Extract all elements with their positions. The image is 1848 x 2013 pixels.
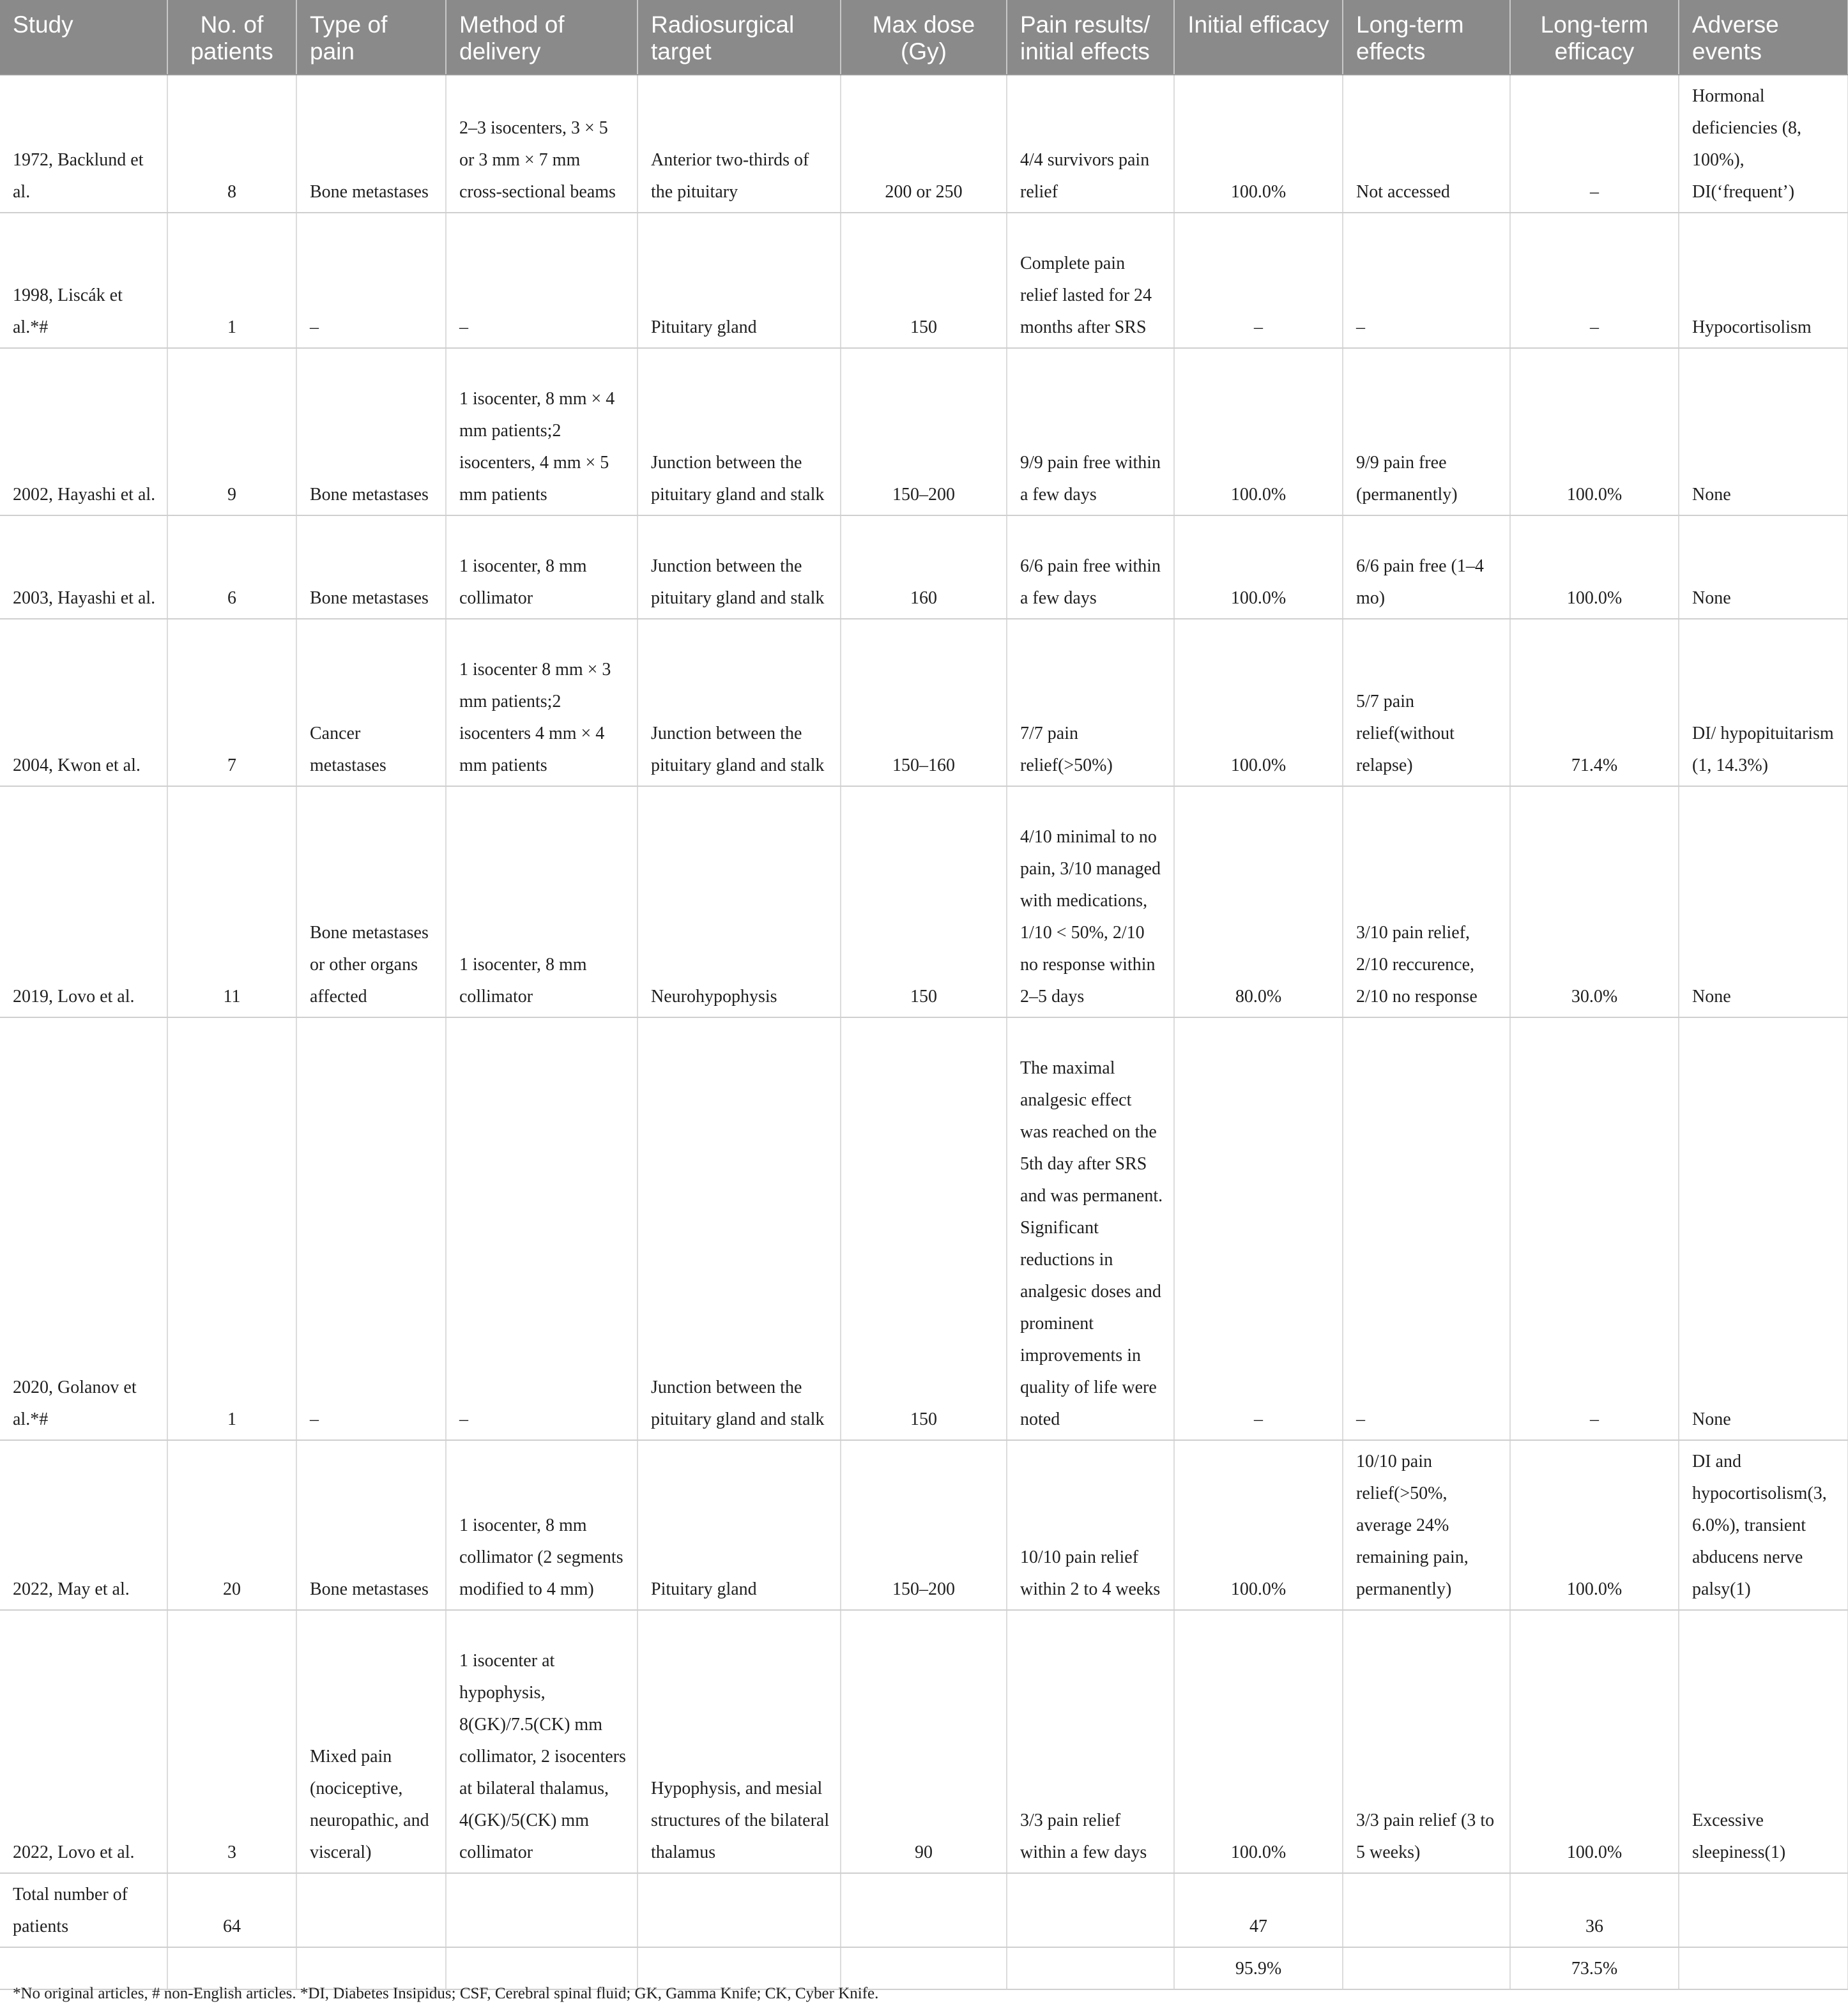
cell-initial-efficacy: 100.0% bbox=[1174, 515, 1343, 619]
table-row bbox=[0, 348, 1848, 515]
cell-initial-effects: 10/10 pain relief within 2 to 4 weeks bbox=[1007, 1440, 1174, 1610]
cell-study: 2022, Lovo et al. bbox=[0, 1610, 167, 1873]
empty-cell bbox=[841, 1947, 1007, 1989]
cell-initial-efficacy: 100.0% bbox=[1174, 619, 1343, 786]
cell-initial-effects: 7/7 pain relief(>50%) bbox=[1007, 619, 1174, 786]
cell-dose: 160 bbox=[841, 515, 1007, 619]
cell-pain-type: Bone metastases bbox=[296, 75, 446, 213]
cell-target: Junction between the pituitary gland and stalk bbox=[638, 619, 841, 786]
cell-adverse: None bbox=[1679, 1017, 1848, 1440]
cell-long-term-efficacy: 100.0% bbox=[1510, 348, 1679, 515]
totals-initial-count: 47 bbox=[1174, 1873, 1343, 1947]
cell-initial-effects: 4/4 survivors pain relief bbox=[1007, 75, 1174, 213]
cell-adverse: DI and hypocortisolism(3, 6.0%), transient abducens nerve palsy(1) bbox=[1679, 1440, 1848, 1610]
cell-dose: 150–200 bbox=[841, 348, 1007, 515]
cell-adverse: None bbox=[1679, 515, 1848, 619]
cell-method: 1 isocenter, 8 mm collimator bbox=[446, 515, 638, 619]
cell-long-term-effects: – bbox=[1343, 1017, 1510, 1440]
header-method: Method of delivery bbox=[446, 0, 638, 75]
cell-long-term-effects: 9/9 pain free (permanently) bbox=[1343, 348, 1510, 515]
cell-study: 1972, Backlund et al. bbox=[0, 75, 167, 213]
cell-method: – bbox=[446, 1017, 638, 1440]
cell-initial-effects: The maximal analgesic effect was reached on the 5th day after SRS and was permanent. Significant reductions in analgesic doses and prominent improvements in quality of life were noted bbox=[1007, 1017, 1174, 1440]
cell-adverse: Excessive sleepiness(1) bbox=[1679, 1610, 1848, 1873]
cell-target: Pituitary gland bbox=[638, 1440, 841, 1610]
cell-dose: 150 bbox=[841, 213, 1007, 348]
cell-study: 2022, May et al. bbox=[0, 1440, 167, 1610]
cell-patients: 7 bbox=[167, 619, 296, 786]
cell-initial-effects: Complete pain relief lasted for 24 months after SRS bbox=[1007, 213, 1174, 348]
totals-row bbox=[0, 1873, 1848, 1947]
cell-long-term-efficacy: – bbox=[1510, 213, 1679, 348]
empty-cell bbox=[1679, 1873, 1848, 1947]
percent-row bbox=[0, 1947, 1848, 1989]
totals-long-term-count: 36 bbox=[1510, 1873, 1679, 1947]
cell-patients: 20 bbox=[167, 1440, 296, 1610]
header-long-term-efficacy: Long-term efficacy bbox=[1510, 0, 1679, 75]
cell-long-term-effects: 6/6 pain free (1–4 mo) bbox=[1343, 515, 1510, 619]
header-initial-efficacy: Initial efficacy bbox=[1174, 0, 1343, 75]
table-row bbox=[0, 515, 1848, 619]
header-patients: No. of patients bbox=[167, 0, 296, 75]
cell-long-term-effects: 3/10 pain relief, 2/10 reccurence, 2/10 no response bbox=[1343, 786, 1510, 1017]
cell-long-term-efficacy: 100.0% bbox=[1510, 1610, 1679, 1873]
cell-dose: 200 or 250 bbox=[841, 75, 1007, 213]
table-row bbox=[0, 1610, 1848, 1873]
totals-label: Total number of patients bbox=[0, 1873, 167, 1947]
empty-cell bbox=[167, 1947, 296, 1989]
cell-long-term-efficacy: – bbox=[1510, 75, 1679, 213]
cell-study: 2020, Golanov et al.*# bbox=[0, 1017, 167, 1440]
cell-pain-type: Bone metastases bbox=[296, 348, 446, 515]
cell-target: Junction between the pituitary gland and stalk bbox=[638, 515, 841, 619]
cell-target: Anterior two-thirds of the pituitary bbox=[638, 75, 841, 213]
cell-patients: 11 bbox=[167, 786, 296, 1017]
cell-method: 1 isocenter, 8 mm × 4 mm patients;2 isocenters, 4 mm × 5 mm patients bbox=[446, 348, 638, 515]
cell-dose: 150–160 bbox=[841, 619, 1007, 786]
cell-patients: 1 bbox=[167, 213, 296, 348]
cell-long-term-effects: 5/7 pain relief(without relapse) bbox=[1343, 619, 1510, 786]
cell-patients: 8 bbox=[167, 75, 296, 213]
header-study: Study bbox=[0, 0, 167, 75]
cell-method: 1 isocenter, 8 mm collimator (2 segments modified to 4 mm) bbox=[446, 1440, 638, 1610]
empty-cell bbox=[446, 1947, 638, 1989]
cell-method: – bbox=[446, 213, 638, 348]
cell-method: 1 isocenter 8 mm × 3 mm patients;2 isocenters 4 mm × 4 mm patients bbox=[446, 619, 638, 786]
empty-cell bbox=[0, 1947, 167, 1989]
cell-initial-efficacy: 100.0% bbox=[1174, 348, 1343, 515]
cell-method: 1 isocenter, 8 mm collimator bbox=[446, 786, 638, 1017]
empty-cell bbox=[1343, 1873, 1510, 1947]
cell-initial-efficacy: 100.0% bbox=[1174, 1610, 1343, 1873]
cell-pain-type: Bone metastases or other organs affected bbox=[296, 786, 446, 1017]
header-pain-type: Type of pain bbox=[296, 0, 446, 75]
header-dose: Max dose (Gy) bbox=[841, 0, 1007, 75]
empty-cell bbox=[296, 1947, 446, 1989]
empty-cell bbox=[446, 1873, 638, 1947]
cell-long-term-effects: – bbox=[1343, 213, 1510, 348]
cell-study: 2004, Kwon et al. bbox=[0, 619, 167, 786]
cell-long-term-effects: 10/10 pain relief(>50%, average 24% remaining pain, permanently) bbox=[1343, 1440, 1510, 1610]
cell-initial-efficacy: – bbox=[1174, 1017, 1343, 1440]
cell-pain-type: – bbox=[296, 1017, 446, 1440]
cell-pain-type: Cancer metastases bbox=[296, 619, 446, 786]
cell-long-term-effects: 3/3 pain relief (3 to 5 weeks) bbox=[1343, 1610, 1510, 1873]
cell-initial-effects: 9/9 pain free within a few days bbox=[1007, 348, 1174, 515]
cell-patients: 6 bbox=[167, 515, 296, 619]
cell-long-term-efficacy: 100.0% bbox=[1510, 1440, 1679, 1610]
totals-long-term-percent: 73.5% bbox=[1510, 1947, 1679, 1989]
cell-dose: 150 bbox=[841, 1017, 1007, 1440]
cell-long-term-efficacy: 30.0% bbox=[1510, 786, 1679, 1017]
table-row bbox=[0, 213, 1848, 348]
totals-initial-percent: 95.9% bbox=[1174, 1947, 1343, 1989]
cell-pain-type: Bone metastases bbox=[296, 515, 446, 619]
header-adverse: Adverse events bbox=[1679, 0, 1848, 75]
cell-study: 2019, Lovo et al. bbox=[0, 786, 167, 1017]
cell-patients: 9 bbox=[167, 348, 296, 515]
empty-cell bbox=[638, 1947, 841, 1989]
empty-cell bbox=[1007, 1873, 1174, 1947]
cell-patients: 1 bbox=[167, 1017, 296, 1440]
table-row bbox=[0, 786, 1848, 1017]
cell-long-term-effects: Not accessed bbox=[1343, 75, 1510, 213]
totals-patients: 64 bbox=[167, 1873, 296, 1947]
cell-initial-efficacy: 100.0% bbox=[1174, 1440, 1343, 1610]
empty-cell bbox=[1007, 1947, 1174, 1989]
cell-dose: 90 bbox=[841, 1610, 1007, 1873]
table-row bbox=[0, 1017, 1848, 1440]
cell-patients: 3 bbox=[167, 1610, 296, 1873]
cell-adverse: None bbox=[1679, 786, 1848, 1017]
cell-pain-type: Bone metastases bbox=[296, 1440, 446, 1610]
cell-long-term-efficacy: 100.0% bbox=[1510, 515, 1679, 619]
cell-dose: 150–200 bbox=[841, 1440, 1007, 1610]
table-row bbox=[0, 75, 1848, 213]
cell-adverse: Hormonal deficiencies (8, 100%), DI(‘frequent’) bbox=[1679, 75, 1848, 213]
empty-cell bbox=[841, 1873, 1007, 1947]
cell-initial-efficacy: 80.0% bbox=[1174, 786, 1343, 1017]
cell-dose: 150 bbox=[841, 786, 1007, 1017]
cell-study: 2002, Hayashi et al. bbox=[0, 348, 167, 515]
cell-long-term-efficacy: – bbox=[1510, 1017, 1679, 1440]
cell-method: 1 isocenter at hypophysis, 8(GK)/7.5(CK) mm collimator, 2 isocenters at bilateral thalamus, 4(GK)/5(CK) mm collimator bbox=[446, 1610, 638, 1873]
cell-target: Junction between the pituitary gland and stalk bbox=[638, 1017, 841, 1440]
table-row bbox=[0, 1440, 1848, 1610]
cell-initial-effects: 6/6 pain free within a few days bbox=[1007, 515, 1174, 619]
header-row bbox=[0, 0, 1848, 75]
empty-cell bbox=[1679, 1947, 1848, 1989]
empty-cell bbox=[638, 1873, 841, 1947]
empty-cell bbox=[1343, 1947, 1510, 1989]
cell-target: Junction between the pituitary gland and stalk bbox=[638, 348, 841, 515]
cell-initial-efficacy: 100.0% bbox=[1174, 75, 1343, 213]
cell-pain-type: Mixed pain (nociceptive, neuropathic, and visceral) bbox=[296, 1610, 446, 1873]
cell-target: Pituitary gland bbox=[638, 213, 841, 348]
cell-adverse: DI/ hypopituitarism (1, 14.3%) bbox=[1679, 619, 1848, 786]
cell-study: 2003, Hayashi et al. bbox=[0, 515, 167, 619]
header-initial-effects: Pain results/ initial effects bbox=[1007, 0, 1174, 75]
cell-target: Hypophysis, and mesial structures of the bilateral thalamus bbox=[638, 1610, 841, 1873]
empty-cell bbox=[296, 1873, 446, 1947]
cell-adverse: Hypocortisolism bbox=[1679, 213, 1848, 348]
header-target: Radiosurgical target bbox=[638, 0, 841, 75]
table-footnote: *No original articles, # non-English articles. *DI, Diabetes Insipidus; CSF, Cerebral spinal fluid; GK, Gamma Knife; CK, Cyber Knife. bbox=[13, 1985, 879, 2002]
cell-initial-effects: 4/10 minimal to no pain, 3/10 managed with medications, 1/10 < 50%, 2/10 no response within 2–5 days bbox=[1007, 786, 1174, 1017]
table-row bbox=[0, 619, 1848, 786]
cell-target: Neurohypophysis bbox=[638, 786, 841, 1017]
cell-initial-effects: 3/3 pain relief within a few days bbox=[1007, 1610, 1174, 1873]
cell-initial-efficacy: – bbox=[1174, 213, 1343, 348]
cell-long-term-efficacy: 71.4% bbox=[1510, 619, 1679, 786]
cell-method: 2–3 isocenters, 3 × 5 or 3 mm × 7 mm cross-sectional beams bbox=[446, 75, 638, 213]
cell-study: 1998, Liscák et al.*# bbox=[0, 213, 167, 348]
cell-pain-type: – bbox=[296, 213, 446, 348]
header-long-term-effects: Long-term effects bbox=[1343, 0, 1510, 75]
cell-adverse: None bbox=[1679, 348, 1848, 515]
